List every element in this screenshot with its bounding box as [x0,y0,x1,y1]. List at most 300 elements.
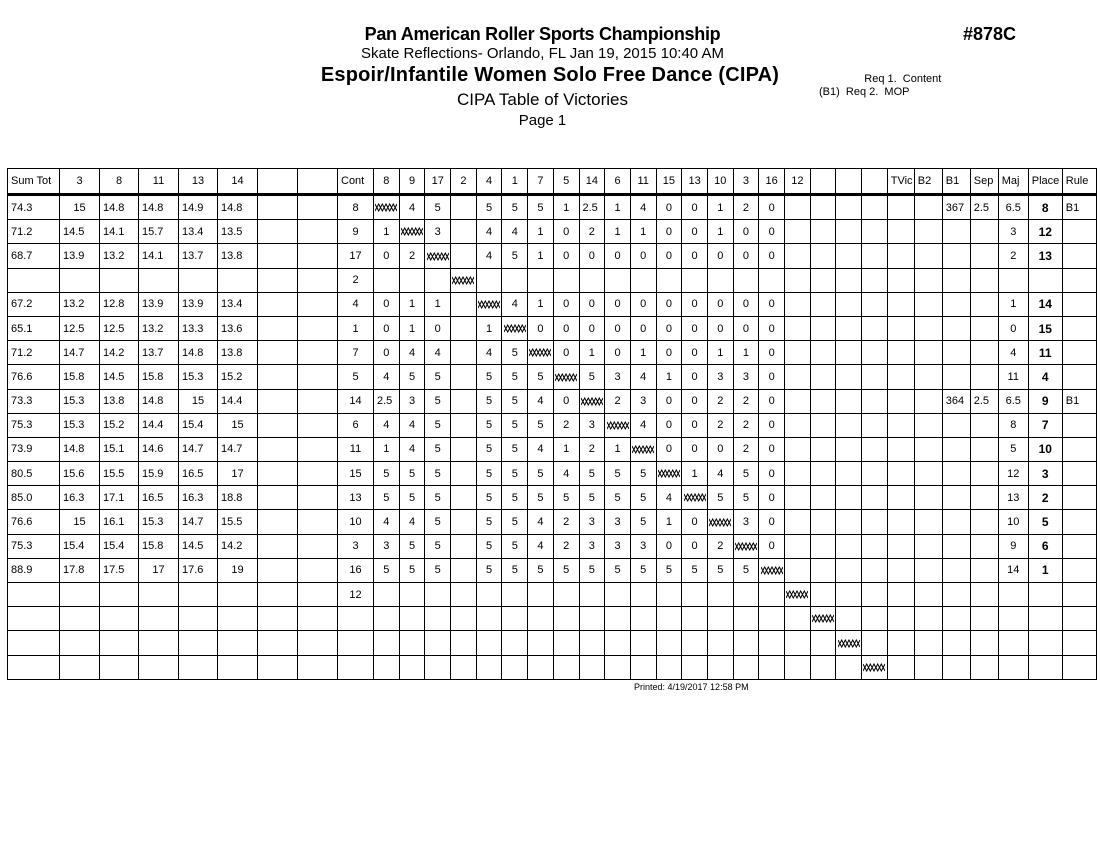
victory-count [553,268,579,292]
rule-value [1062,268,1096,292]
judge-score [258,389,298,413]
judge-score: 14.8 [60,437,100,461]
victory-count: 0 [605,341,631,365]
victory-count: 4 [476,220,502,244]
victory-count: 0 [682,365,708,389]
victory-count: 5 [605,462,631,486]
victory-count: 0 [707,316,733,340]
victory-count: 3 [579,534,605,558]
contestant-number: 6 [338,413,374,437]
victory-count [810,389,836,413]
victory-count: 5 [502,486,528,510]
tvic-value [887,268,914,292]
victory-count: 5 [502,413,528,437]
victory-count: 4 [476,244,502,268]
contestant-number: 10 [338,510,374,534]
victory-count: 5 [733,462,759,486]
victory-count [733,268,759,292]
judge-score: 15 [179,389,218,413]
victory-count: 5 [528,195,554,220]
victory-count: 5 [425,365,451,389]
victory-count: 5 [630,486,656,510]
victory-count [451,292,477,316]
victory-count: 0 [656,413,682,437]
judge-score [258,292,298,316]
b1-value [942,268,970,292]
victory-count [733,607,759,631]
b2-value [914,244,942,268]
victory-count [451,607,477,631]
victory-count: 0 [374,292,400,316]
victory-count: 0 [759,341,785,365]
victory-count: 5 [476,534,502,558]
victory-count: 4 [476,341,502,365]
victory-count: 4 [399,341,425,365]
diagonal-xxx-icon [478,300,500,309]
self-comparison-cell [374,195,400,220]
victory-count: 1 [579,341,605,365]
judge-score: 14.8 [139,195,179,220]
victory-count [836,389,862,413]
judge-score [100,268,139,292]
judge-score: 18.8 [218,486,258,510]
victory-count [707,655,733,679]
judge-score: 17.1 [100,486,139,510]
sum-total: 71.2 [8,220,60,244]
judge-score: 13.2 [60,292,100,316]
b1-value [942,413,970,437]
judge-score: 13.8 [218,244,258,268]
victory-count [785,413,811,437]
victory-count: 0 [759,437,785,461]
rule-value [1062,583,1096,607]
judge-score: 14.1 [139,244,179,268]
victory-count: 0 [579,316,605,340]
rule-value [1062,220,1096,244]
victory-count [425,655,451,679]
majority-value: 1 [998,292,1028,316]
self-comparison-cell [399,220,425,244]
tvic-value [887,437,914,461]
sum-total: 65.1 [8,316,60,340]
victory-count: 5 [502,365,528,389]
self-comparison-cell [862,655,888,679]
table-row [8,607,1097,631]
victory-count [476,583,502,607]
victory-count [605,583,631,607]
col-opponent [862,169,888,195]
self-comparison-cell [656,462,682,486]
tvic-value [887,195,914,220]
rule-value [1062,510,1096,534]
victory-count: 4 [707,462,733,486]
b1-value [942,607,970,631]
tvic-value [887,534,914,558]
sum-total: 74.3 [8,195,60,220]
victory-count: 5 [656,558,682,582]
victory-count [605,268,631,292]
place-value [1028,583,1062,607]
col-cont: Cont [338,169,374,195]
col-b1: B1 [942,169,970,195]
judge-score: 13.7 [179,244,218,268]
table-row [8,558,1097,582]
victory-count [451,195,477,220]
victory-count [374,631,400,655]
page-number: Page 1 [518,112,567,129]
diagonal-xxx-icon [632,445,654,454]
victory-count [579,631,605,655]
victory-count: 2 [733,389,759,413]
judge-score [258,365,298,389]
victory-count: 5 [707,486,733,510]
tvic-value [887,486,914,510]
victory-count: 4 [425,341,451,365]
victory-count [862,486,888,510]
col-maj: Maj [998,169,1028,195]
victory-count: 5 [502,341,528,365]
b1-value [942,486,970,510]
victory-count [785,244,811,268]
judge-score [258,558,298,582]
self-comparison-cell [605,413,631,437]
victory-count: 1 [656,365,682,389]
victory-count [605,607,631,631]
judge-score [298,220,338,244]
victory-count: 0 [425,316,451,340]
judge-score [298,631,338,655]
victory-count: 3 [733,510,759,534]
judge-score: 17.8 [60,558,100,582]
victory-count [451,510,477,534]
b2-value [914,534,942,558]
b1-value [942,631,970,655]
b1-value: 364 [942,389,970,413]
judge-score: 13.9 [179,292,218,316]
victory-count: 5 [733,558,759,582]
place-value: 4 [1028,365,1062,389]
place-value: 9 [1028,389,1062,413]
victory-count: 1 [707,220,733,244]
victory-count: 2 [707,534,733,558]
victory-count: 2 [733,437,759,461]
victory-count [528,607,554,631]
judge-score: 14.9 [179,195,218,220]
b2-value [914,486,942,510]
victory-count [862,365,888,389]
victory-count: 3 [374,534,400,558]
victory-count: 3 [707,365,733,389]
victory-count [785,437,811,461]
sep-value [970,292,998,316]
judge-score: 16.5 [179,462,218,486]
rule-value [1062,655,1096,679]
victory-count: 4 [374,413,400,437]
col-opponent: 7 [528,169,554,195]
judge-score [258,341,298,365]
victory-count [836,583,862,607]
judge-score: 16.1 [100,510,139,534]
place-value: 2 [1028,486,1062,510]
sep-value: 2.5 [970,195,998,220]
sep-value [970,413,998,437]
self-comparison-cell [425,244,451,268]
victory-count: 5 [425,486,451,510]
col-opponent: 9 [399,169,425,195]
tvic-value [887,316,914,340]
victory-count [785,534,811,558]
victory-count [451,220,477,244]
victory-count [399,631,425,655]
judge-score: 14.7 [179,510,218,534]
col-judge-score [258,169,298,195]
requirement-2: (B1) Req 2. MOP [819,86,910,98]
victory-count [810,244,836,268]
victory-count [785,462,811,486]
place-value: 14 [1028,292,1062,316]
victory-count: 0 [374,316,400,340]
victory-count: 0 [682,437,708,461]
victory-count: 5 [374,462,400,486]
victory-count: 0 [656,389,682,413]
judge-score [60,583,100,607]
col-opponent: 5 [553,169,579,195]
b2-value [914,631,942,655]
sum-total: 75.3 [8,534,60,558]
victory-count [630,631,656,655]
place-value: 3 [1028,462,1062,486]
victory-count: 0 [630,292,656,316]
sep-value [970,365,998,389]
judge-score: 13.6 [218,316,258,340]
victory-count: 0 [759,365,785,389]
victory-count [810,413,836,437]
victory-count: 5 [476,558,502,582]
self-comparison-cell [476,292,502,316]
victory-count [810,220,836,244]
victory-count: 1 [605,195,631,220]
victory-count: 5 [425,437,451,461]
b2-value [914,220,942,244]
b2-value [914,510,942,534]
victory-count: 1 [605,437,631,461]
victory-count [630,607,656,631]
victory-count [579,655,605,679]
b1-value [942,341,970,365]
sep-value [970,341,998,365]
judge-score [100,583,139,607]
victory-count [733,631,759,655]
victory-count [451,583,477,607]
sep-value [970,534,998,558]
victory-count [605,655,631,679]
victory-count: 0 [682,316,708,340]
table-row [8,389,1097,413]
judge-score [60,607,100,631]
b2-value [914,292,942,316]
victory-count: 2 [553,534,579,558]
tvic-value [887,607,914,631]
victory-count: 2 [707,413,733,437]
judge-score: 15.4 [179,413,218,437]
judge-score [258,510,298,534]
victory-count: 4 [374,510,400,534]
victory-count [528,268,554,292]
victory-count [862,462,888,486]
victory-count: 0 [553,341,579,365]
self-comparison-cell [528,341,554,365]
diagonal-xxx-icon [607,421,629,430]
b1-value [942,462,970,486]
victory-count [451,389,477,413]
table-row [8,413,1097,437]
judge-score: 17.6 [179,558,218,582]
majority-value [998,583,1028,607]
col-opponent: 3 [733,169,759,195]
self-comparison-cell [451,268,477,292]
tvic-value [887,510,914,534]
col-opponent: 11 [630,169,656,195]
victory-count [707,268,733,292]
victory-count: 3 [579,510,605,534]
judge-score [298,244,338,268]
victory-count [399,655,425,679]
victory-count: 5 [502,462,528,486]
rule-value [1062,437,1096,461]
victory-count: 4 [528,437,554,461]
judge-score: 14.5 [60,220,100,244]
contestant-number: 14 [338,389,374,413]
requirement-1: Req 1. Content [849,73,942,85]
tvic-value [887,631,914,655]
victory-count: 5 [399,486,425,510]
printed-timestamp: Printed: 4/19/2017 12:58 PM [634,682,749,692]
victory-count: 1 [682,462,708,486]
event-number: #878C [963,24,1017,44]
victory-count: 5 [476,389,502,413]
victory-count: 0 [374,244,400,268]
diagonal-xxx-icon [401,227,423,236]
victory-count [862,631,888,655]
sum-total [8,607,60,631]
victory-count: 5 [528,486,554,510]
victory-count [579,268,605,292]
sep-value [970,220,998,244]
col-opponent: 4 [476,169,502,195]
victory-count [451,437,477,461]
victory-count: 0 [656,316,682,340]
table-row [8,583,1097,607]
victory-count [785,655,811,679]
col-tvic: TVic [887,169,914,195]
victory-count: 0 [682,510,708,534]
judge-score: 13.9 [60,244,100,268]
majority-value [998,607,1028,631]
victory-count [836,220,862,244]
victory-count: 5 [425,462,451,486]
victory-count [399,607,425,631]
diagonal-xxx-icon [863,663,885,672]
col-sum-tot: Sum Tot [8,169,60,195]
victory-count: 0 [553,244,579,268]
victory-count: 4 [553,462,579,486]
judge-score [258,268,298,292]
victory-count: 2 [553,510,579,534]
judge-score: 15.6 [60,462,100,486]
judge-score [298,316,338,340]
diagonal-xxx-icon [684,493,706,502]
victory-count [810,341,836,365]
judge-score: 14.5 [179,534,218,558]
victory-count [605,631,631,655]
place-value: 12 [1028,220,1062,244]
col-judge-score: 14 [218,169,258,195]
victory-count [476,631,502,655]
victory-count: 4 [528,389,554,413]
judge-score: 13.8 [218,341,258,365]
victory-count: 0 [656,341,682,365]
victory-count [785,268,811,292]
sum-total: 76.6 [8,365,60,389]
judge-score: 15.2 [100,413,139,437]
contestant-number: 9 [338,220,374,244]
sep-value [970,462,998,486]
majority-value [998,268,1028,292]
victory-count [451,413,477,437]
judge-score [179,607,218,631]
b2-value [914,268,942,292]
victory-count: 4 [399,437,425,461]
judge-score [298,510,338,534]
victory-count: 3 [399,389,425,413]
victory-count: 0 [759,220,785,244]
table-row [8,365,1097,389]
judge-score [139,655,179,679]
victory-count: 0 [553,292,579,316]
judge-score [258,220,298,244]
b2-value [914,462,942,486]
victory-count [810,437,836,461]
victory-count [759,583,785,607]
table-row [8,195,1097,220]
b1-value [942,437,970,461]
judge-score: 13.8 [100,389,139,413]
victory-count: 5 [528,365,554,389]
tvic-value [887,292,914,316]
victory-count: 0 [656,292,682,316]
sum-total: 85.0 [8,486,60,510]
judge-score: 15.9 [139,462,179,486]
b1-value [942,510,970,534]
judge-score: 15.4 [100,534,139,558]
victory-count [836,341,862,365]
table-row [8,631,1097,655]
victory-count [656,631,682,655]
judge-score: 15.3 [60,413,100,437]
self-comparison-cell [682,486,708,510]
victory-count: 0 [682,195,708,220]
rule-value [1062,244,1096,268]
place-value [1028,268,1062,292]
sep-value [970,316,998,340]
victory-count [425,268,451,292]
victory-count: 0 [759,486,785,510]
col-rule: Rule [1062,169,1096,195]
col-opponent [810,169,836,195]
b2-value [914,558,942,582]
victory-count: 4 [399,510,425,534]
victory-count: 0 [682,413,708,437]
